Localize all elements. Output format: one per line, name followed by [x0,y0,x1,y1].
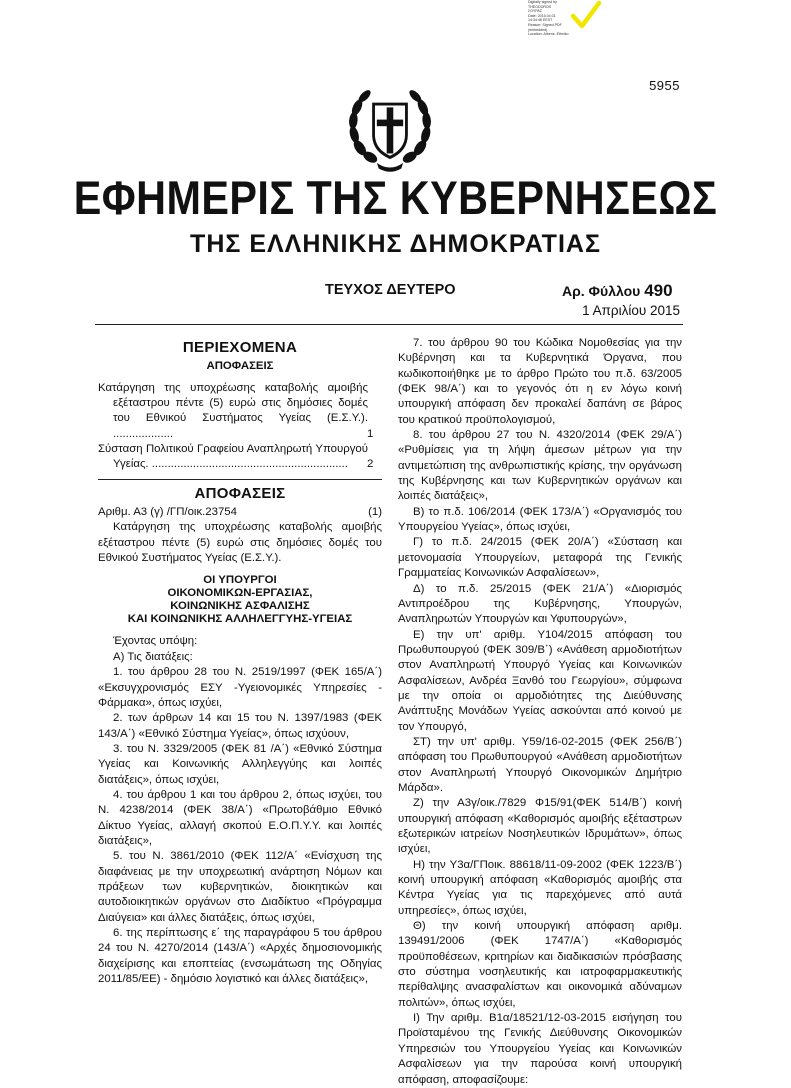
greek-coat-of-arms-icon [343,82,437,176]
provisions-label: Α) Τις διατάξεις: [113,650,193,663]
provision-item: Γ) το π.δ. 24/2015 (ΦΕΚ 20/Α΄) «Σύσταση και μετονομασία Υπουργείων, μεταφορά της Γενικής Γραμματείας Κοινωνικών Ασφαλίσεων», [398,536,682,580]
toc-item-text: Κατάργηση της υποχρέωσης καταβολής αμοιβής εξέταστρου πέντε (5) ευρώ στις δημόσιες δομές του Εθνικού Συστήματος Υγείας (Ε.Σ.Υ.). ................... [98,381,368,440]
gazette-subtitle: ΤΗΣ ΕΛΛΗΝΙΚΗΣ ΔΗΜΟΚΡΑΤΙΑΣ [190,230,601,258]
sheet-number [562,281,673,301]
issue-date: 1 Απριλίου 2015 [582,303,680,318]
decision-title: Κατάργηση της υποχρέωσης καταβολής αμοιβής εξέταστρου πέντε (5) ευρώ στις δημόσιες δομές του Εθνικού Συστήματος Υγείας (Ε.Σ.Υ.). [98,521,382,565]
toc-title: ΠΕΡΙΕΧΟΜΕΝΑ [182,339,298,356]
page-number: 5955 [649,78,680,93]
sheet-number-value: 490 [644,281,673,300]
signature-line: THEODOROS [528,4,552,9]
toc-item[interactable]: Σύσταση Πολιτικού Γραφείου Αναπληρωτή Υπουργού Υγείας. .............................................................. 2 [98,443,374,471]
toc-section: ΑΠΟΦΑΣΕΙΣ [206,360,274,373]
header-divider [95,324,683,325]
provision-item: ΣΤ) την υπ' αριθμ. Υ59/16-02-2015 (ΦΕΚ 256/Β΄) απόφαση του Πρωθυπουργού «Ανάθεση αρμοδιοτήτων στον Αναπληρωτή Υπουργό Οικονομικών Δημήτριο Μάρδα». [398,735,682,794]
signature-line: Date: 2015.04.01 [528,13,556,18]
ministers-line: ΚΟΙΝΩΝΙΚΗΣ ΑΣΦΑΛΙΣΗΣ [170,600,310,613]
provision-item: 5. του Ν. 3861/2010 (ΦΕΚ 112/Α΄ «Ενίσχυση της διαφάνειας με την υποχρεωτική ανάρτηση Νόμων και πράξεων των κυβερνητικών, διοικητικών και αυτοδιοικητικών οργάνων στο Διαδίκτυο «Πρόγραμμα Διαύγεια» και άλλες διατάξεις, όπως ισχύει, [98,850,382,924]
sheet-label: Αρ. Φύλλου [562,283,641,299]
ministers-line: ΟΙ ΥΠΟΥΡΓΟΙ [203,574,277,587]
gazette-title: ΕΦΗΜΕΡΙΣ ΤΗΣ ΚΥΒΕΡΝΗΣΕΩΣ [73,171,718,224]
provision-item: Θ) την κοινή υπουργική απόφαση αριθμ. 139491/2006 (ΦΕΚ 1747/Α΄) «Καθορισμός προϋποθέσεων, κριτηρίων και διαδικασιών πρόσβασης στο σύστημα νοσηλευτικής και ιατροφαρμακευτικής περίθαλψης ανασφαλίστων και οικονομικά αδύναμων πολιτών», όπως ισχύει, [398,920,682,1009]
toc-item-text: Σύσταση Πολιτικού Γραφείου Αναπληρωτή Υπουργού Υγείας. .............................................................. [98,443,368,471]
provision-item: Β) το π.δ. 106/2014 (ΦΕΚ 173/Α΄) «Οργανισμός του Υπουργείου Υγείας», όπως ισχύει, [398,505,682,534]
signature-line: ΣΟΥΡΑΣ [528,9,543,14]
provision-item: 1. του άρθρου 28 του Ν. 2519/1997 (ΦΕΚ 165/Α΄) «Εκσυγχρονισμός ΕΣΥ -Υγειονομικές Υπηρεσίες - Φάρμακα», όπως ισχύει, [98,666,382,709]
left-column [98,336,382,987]
toc-divider [98,479,382,480]
provision-item: 7. του άρθρου 90 του Κώδικα Νομοθεσίας για την Κυβέρνηση και τα Κυβερνητικά Όργανα, που κωδικοποιήθηκε με το άρθρο Πρώτο του π.δ. 63/2005 (ΦΕΚ 98/Α΄) και το γεγονός ότι η εν λόγω κοινή υπουργική απόφαση δεν προκαλεί δαπάνη σε βάρος του κρατικού προϋπολογισμού, [398,337,682,426]
right-column [398,336,682,1088]
ministers-heading [98,574,382,626]
toc-item[interactable]: Κατάργηση της υποχρέωσης καταβολής αμοιβής εξέταστρου πέντε (5) ευρώ στις δημόσιες δομές του Εθνικού Συστήματος Υγείας (Ε.Σ.Υ.). ................... 1 [98,381,374,440]
signature-line: Digitally signed by [528,0,557,4]
provision-item: 3. του Ν. 3329/2005 (ΦΕΚ 81 /Α΄) «Εθνικό Σύστημα Υγείας και Κοινωνικής Αλληλεγγύης και λοιπές διατάξεις», όπως ισχύει, [98,742,382,786]
decision-ref-index: (1) [368,506,382,519]
provision-item: 8. του άρθρου 27 του Ν. 4320/2014 (ΦΕΚ 29/Α΄) «Ρυθμίσεις για τη λήψη άμεσων μέτρων για την αντιμετώπιση της ανθρωπιστικής κρίσης, την οργάνωση της Κυβέρνησης και των Κυβερνητικών οργάνων και λοιπές διατάξεις», [398,429,682,503]
provision-item: Ε) την υπ' αριθμ. Υ104/2015 απόφαση του Πρωθυπουργού (ΦΕΚ 309/Β΄) «Ανάθεση αρμοδιοτήτων στον Αναπληρωτή Υπουργό Υγείας και Κοινωνικών Ασφαλίσεων, Ανδρέα Ξανθό του Γεωργίου», σύμφωνα με την οποία οι αρμοδιότητες της Διεύθυνσης Ανάπτυξης Μονάδων Υγείας ασκούνται από κοινού με τον Υπουργό, [398,628,682,733]
signature-line: Location: Athens, Ethniko [528,32,569,37]
having-regard: Έχοντας υπόψη: [113,635,198,648]
decision-ref-number: Αριθμ. Α3 (γ) /ΓΠ/οικ.23754 [98,506,237,519]
signature-check-icon [570,0,602,30]
provision-item: 4. του άρθρου 1 και του άρθρου 2, όπως ισχύει, του Ν. 4238/2014 (ΦΕΚ 38/Α΄) «Πρωτοβάθμιο Εθνικό Δίκτυο Υγείας, αλλαγή σκοπού Ε.Ο.Π.Υ.Υ. και λοιπές διατάξεις», [98,788,382,847]
issue-series: ΤΕΥΧΟΣ ΔΕΥΤΕΡΟ [325,282,456,298]
provision-item: Δ) το π.δ. 25/2015 (ΦΕΚ 21/Α΄) «Διορισμός Αντιπροέδρου της Κυβέρνησης, Υπουργών, Αναπληρωτών Υπουργών και Υφυπουργών», [398,582,682,626]
ministers-line: ΟΙΚΟΝΟΜΙΚΩΝ-ΕΡΓΑΣΙΑΣ, [167,587,313,600]
signature-line: 14:34:46 EEST [528,18,553,23]
signature-line: (embedded) [528,27,548,32]
digital-signature-stamp [528,0,606,38]
provision-item: Ζ) την Α3γ/οικ./7829 Φ15/91(ΦΕΚ 514/Β΄) κοινή υπουργική απόφαση «Καθορισμός αμοιβής εξέταστρων εξωτερικών ιατρείων Νοσηλευτικών Ιδρυμάτων», όπως ισχύει, [398,797,682,856]
decisions-heading: ΑΠΟΦΑΣΕΙΣ [194,484,286,502]
provision-item: 2. των άρθρων 14 και 15 του Ν. 1397/1983 (ΦΕΚ 143/Α΄) «Εθνικό Σύστημα Υγείας», όπως ισχύουν, [98,712,382,740]
decision-reference [98,505,382,520]
provision-item: Ι) Την αριθμ. Β1α/18521/12-03-2015 εισήγηση του Προϊσταμένου της Γενικής Διεύθυνσης Οικονομικών Υπηρεσιών του Υπουργείου Υγείας και Κοινωνικών Ασφαλίσεων για την παρούσα κοινή υπουργική απόφαση, αποφασίζουμε: [398,1012,682,1086]
signature-line: Reason: Signed PDF [528,22,562,27]
ministers-line: ΚΑΙ ΚΟΙΝΩΝΙΚΗΣ ΑΛΛΗΛΕΓΓΥΗΣ-ΥΓΕΙΑΣ [127,613,353,626]
provision-item: Η) την Υ3α/ΓΠοικ. 88618/11-09-2002 (ΦΕΚ 1223/Β΄) κοινή υπουργική απόφαση «Καθορισμός αμοιβής στα Κέντρα Υγείας για τις παρεχόμενες από αυτά υπηρεσίες», όπως ισχύει, [398,858,682,917]
provision-item: 6. της περίπτωσης ε΄ της παραγράφου 5 του άρθρου 24 του Ν. 4270/2014 (143/Α΄) «Αρχές δημοσιονομικής διαχείρισης και εποπτείας (ενσωμάτωση της Οδηγίας 2011/85/ΕΕ) - δημόσιο λογιστικό και άλλες διατάξεις», [98,927,382,986]
